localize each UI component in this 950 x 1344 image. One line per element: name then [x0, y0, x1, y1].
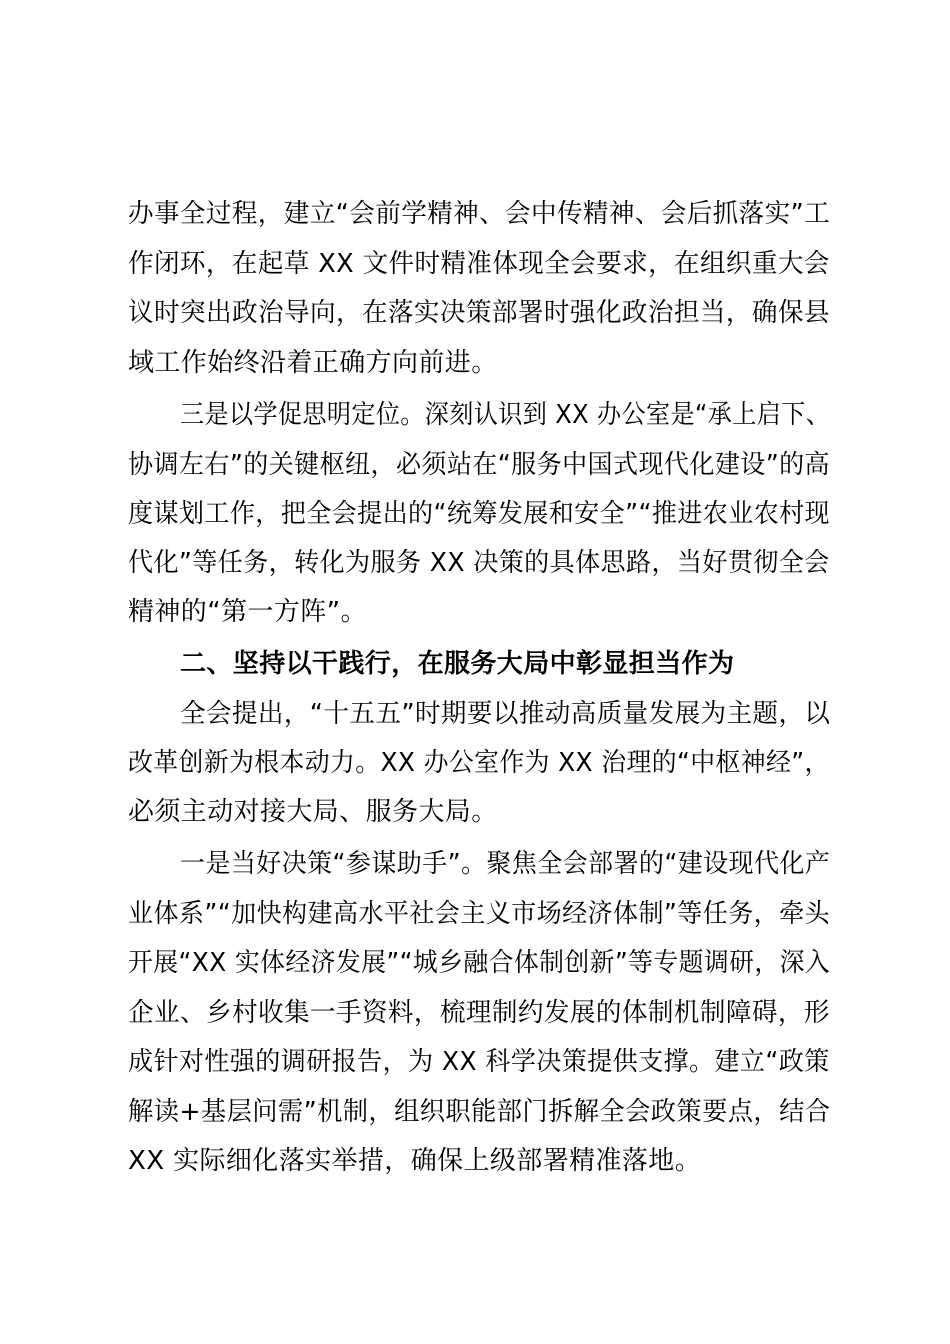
paragraph-line: 精神的“第一方阵”。: [128, 597, 367, 627]
paragraph-line: 企业、乡村收集一手资料，梳理制约发展的体制机制障碍，形: [128, 998, 830, 1028]
paragraph-line: 开展“XX 实体经济发展”“城乡融合体制创新”等专题调研，深入: [128, 948, 831, 978]
paragraph-line: 一是当好决策“参谋助手”。聚焦全会部署的“建设现代化产: [180, 849, 831, 879]
paragraph-line: XX 实际细化落实举措，确保上级部署精准落地。: [128, 1146, 702, 1176]
paragraph-line: 全会提出，“十五五”时期要以推动高质量发展为主题，以: [180, 699, 831, 729]
paragraph-line: 成针对性强的调研报告，为 XX 科学决策提供支撑。建立“政策: [128, 1047, 830, 1077]
section-heading: 二、坚持以干践行，在服务大局中彰显担当作为: [180, 649, 735, 679]
paragraph-line: 改革创新为根本动力。XX 办公室作为 XX 治理的“中枢神经”，: [128, 748, 830, 778]
paragraph-line: 三是以学促思明定位。深刻认识到 XX 办公室是“承上启下、: [180, 400, 831, 430]
paragraph-line: 度谋划工作，把全会提出的“统筹发展和安全”“推进农业农村现: [128, 499, 831, 529]
paragraph-line: 业体系”“加快构建高水平社会主义市场经济体制”等任务，牵头: [128, 899, 831, 929]
paragraph-line: 办事全过程，建立“会前学精神、会中传精神、会后抓落实”工: [128, 199, 831, 229]
paragraph-line: 议时突出政治导向，在落实决策部署时强化政治担当，确保县: [128, 298, 830, 328]
paragraph-line: 协调左右”的关键枢纽，必须站在“服务中国式现代化建设”的高: [128, 450, 831, 480]
paragraph-line: 作闭环，在起草 XX 文件时精准体现全会要求，在组织重大会: [128, 249, 830, 279]
paragraph-line: 代化”等任务，转化为服务 XX 决策的具体思路，当好贯彻全会: [128, 548, 830, 578]
paragraph-line: 解读+基层问需”机制，组织职能部门拆解全会政策要点，结合: [128, 1097, 831, 1127]
paragraph-line: 必须主动对接大局、服务大局。: [128, 797, 498, 827]
paragraph-line: 域工作始终沿着正确方向前进。: [128, 348, 498, 378]
